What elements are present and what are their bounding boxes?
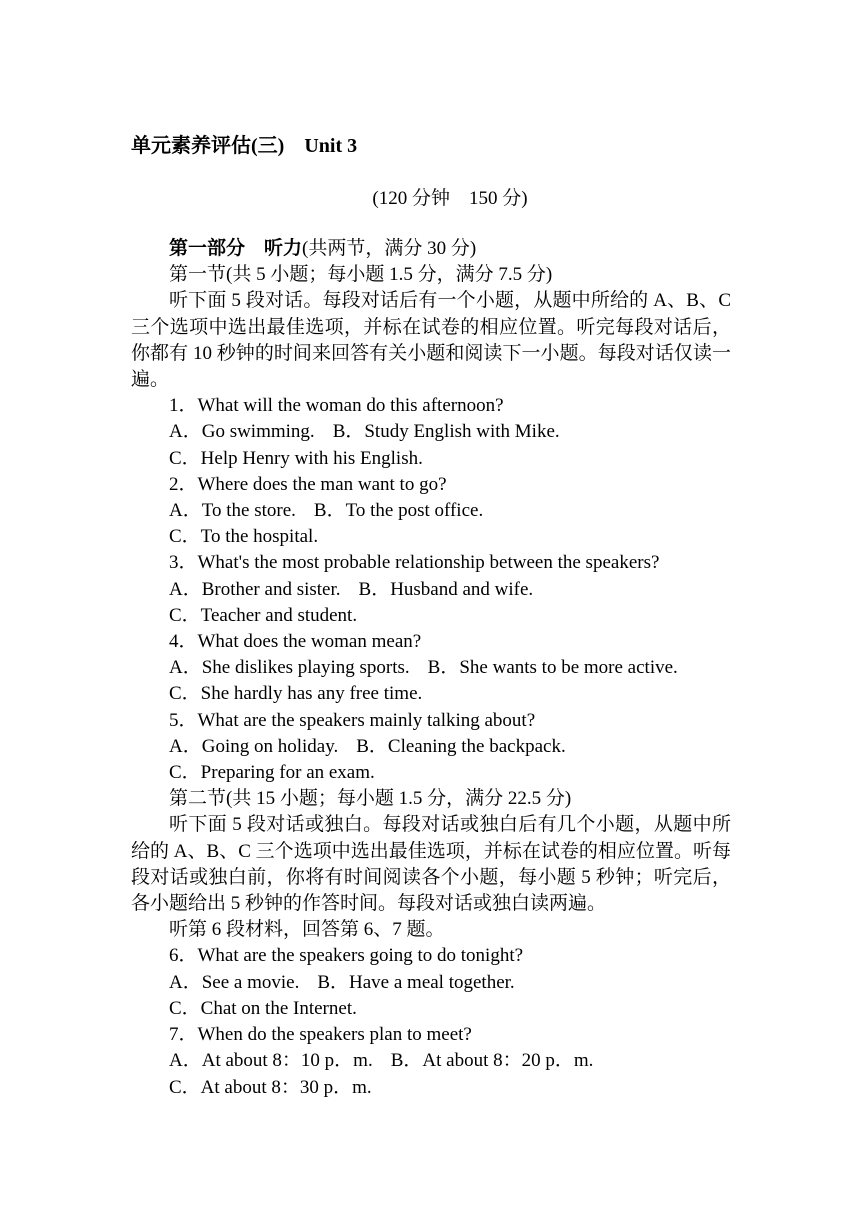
question-5-stem: 5．What are the speakers mainly talking about? (169, 709, 536, 731)
question-7-options-ab (131, 1048, 731, 1074)
section1-title: 第一节(共 5 小题；每小题 1.5 分，满分 7.5 分) (169, 264, 553, 286)
question-7-stem: 7．When do the speakers plan to meet? (169, 1024, 472, 1046)
option-b: B．Study English with Mike. (332, 421, 560, 443)
question-6-stem: 6．What are the speakers going to do tonight? (169, 945, 524, 967)
question-3-stem: 3．What's the most probable relationship between the speakers? (169, 552, 660, 574)
section2-instructions: 听下面 5 段对话或独白。每段对话或独白后有几个小题，从题中所给的 A、B、C 三个选项中选出最佳选项，并标在试卷的相应位置。听每段对话或独白前，你将有时间阅读各个小题，每小题 5 秒钟；听完后，各小题给出 5 秒钟的作答时间。每段对话或独白读两遍。 (131, 814, 731, 915)
option-a: A．At about 8：10 p．m. (169, 1050, 373, 1072)
option-b: B．Husband and wife. (358, 578, 534, 600)
part1-heading-bold: 第一部分 听力 (169, 238, 303, 259)
option-b: B．At about 8：20 p．m. (390, 1050, 594, 1072)
question-2-options-ab (131, 498, 731, 524)
question-6-options-ab (131, 970, 731, 996)
option-a: A．She dislikes playing sports. (169, 657, 410, 679)
question-1-option-c: C．Help Henry with his English. (169, 447, 423, 469)
section1-instructions: 听下面 5 段对话。每段对话后有一个小题，从题中所给的 A、B、C 三个选项中选出最佳选项，并标在试卷的相应位置。听完每段对话后，你都有 10 秒钟的时间来回答有关小题和阅读下一小题。每段对话仅读一遍。 (131, 290, 731, 391)
option-a: A．See a movie. (169, 971, 300, 993)
option-a: A．Go swimming. (169, 421, 315, 443)
exam-body (131, 236, 731, 1101)
option-b: B．She wants to be more active. (427, 657, 678, 679)
option-b: B．To the post office. (313, 500, 484, 522)
option-a: A．To the store. (169, 500, 296, 522)
question-2-option-c: C．To the hospital. (169, 526, 319, 548)
material-6-instruction: 听第 6 段材料，回答第 6、7 题。 (169, 919, 445, 941)
part1-heading (131, 236, 731, 262)
question-5-options-ab (131, 734, 731, 760)
question-3-options-ab (131, 577, 731, 603)
option-a: A．Brother and sister. (169, 578, 341, 600)
option-b: B．Have a meal together. (317, 971, 515, 993)
option-a: A．Going on holiday. (169, 735, 339, 757)
question-4-options-ab (131, 655, 731, 681)
question-4-option-c: C．She hardly has any free time. (169, 683, 423, 705)
page-title: 单元素养评估(三) Unit 3 (131, 135, 358, 157)
question-7-option-c: C．At about 8：30 p．m. (169, 1076, 372, 1098)
question-3-option-c: C．Teacher and student. (169, 604, 358, 626)
part1-heading-rest: (共两节，满分 30 分) (302, 238, 477, 259)
section2-title: 第二节(共 15 小题；每小题 1.5 分，满分 22.5 分) (169, 788, 572, 810)
question-6-option-c: C．Chat on the Internet. (169, 997, 357, 1019)
question-1-stem: 1．What will the woman do this afternoon? (169, 395, 504, 417)
exam-duration-score: (120 分钟 150 分) (372, 188, 528, 209)
option-b: B．Cleaning the backpack. (356, 735, 566, 757)
question-1-options-ab (131, 419, 731, 445)
question-5-option-c: C．Preparing for an exam. (169, 762, 375, 784)
question-2-stem: 2．Where does the man want to go? (169, 473, 447, 495)
question-4-stem: 4．What does the woman mean? (169, 631, 422, 653)
